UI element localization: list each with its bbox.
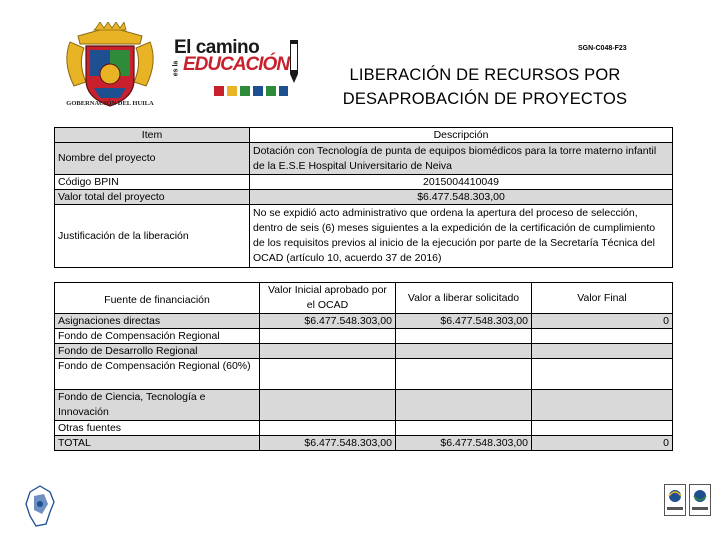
value-project-name [249,142,673,175]
header-funding-source [54,282,260,314]
funding-row-release [395,358,532,390]
initial-text: $6.477.548.303,00 [304,436,392,449]
funding-row-initial [259,420,396,436]
certification-logo-2 [689,484,711,516]
funding-row-initial [259,389,396,421]
header-text: Valor Inicial aprobado por el OCAD [268,284,387,311]
header-release-value [395,282,532,314]
label-text: Nombre del proyecto [58,152,156,164]
source-text: Fondo de Ciencia, Tecnología e Innovación [58,391,206,418]
funding-row-initial [259,313,396,329]
final-text: 0 [663,436,669,449]
funding-row-release [395,389,532,421]
final-text: 0 [663,314,669,327]
campaign-line1: El camino [174,37,260,58]
pencil-icon [288,40,300,84]
funding-row-final [531,420,673,436]
funding-row-release [395,313,532,329]
funding-row-total-final [531,435,673,451]
funding-row-final [531,328,673,344]
source-text: Asignaciones directas [58,314,161,327]
value-text: 2015004410049 [423,175,499,188]
governor-label: GOBERNACIÓN DEL HUILA [66,100,154,107]
header-final-value [531,282,673,314]
funding-row-source [54,420,260,436]
huila-map-icon [20,484,60,529]
funding-row-release [395,420,532,436]
header-item-label: Item [141,128,163,141]
page-title-line1: LIBERACIÓN DE RECURSOS POR [349,66,621,84]
funding-row-source [54,389,260,421]
label-total-value [54,189,250,205]
header-text: Valor Final [577,291,627,304]
certification-logo-1 [664,484,686,516]
funding-row-final [531,358,673,390]
value-justification [249,204,673,268]
funding-row-total-source [54,435,260,451]
funding-row-release [395,328,532,344]
source-text: Otras fuentes [58,421,122,434]
campaign-prefix: es la [172,60,180,77]
campaign-logo [172,37,307,102]
release-text: $6.477.548.303,00 [440,314,528,327]
funding-row-source [54,313,260,329]
label-bpin [54,174,250,190]
funding-row-total-initial [259,435,396,451]
funding-row-final [531,389,673,421]
funding-row-final [531,343,673,359]
value-text: $6.477.548.303,00 [417,190,505,203]
funding-row-source [54,328,260,344]
funding-row-initial [259,328,396,344]
funding-row-initial [259,343,396,359]
value-text: Dotación con Tecnología de punta de equipos biomédicos para la torre materno infantil de la E.S.E Hospital Universitario de Neiva [253,145,657,172]
label-text: Justificación de la liberación [58,229,189,242]
header-text: Fuente de financiación [104,293,210,306]
value-bpin [249,174,673,190]
value-text: No se expidió acto administrativo que ordena la apertura del proceso de selección, dentro de seis (6) meses siguientes a la expedición de la certificación de cumplimiento de los requisitos previos al inicio de la ejecución por parte de la Secretaría Técnica del OCAD (artículo 10, acuerdo 37 de 2016) [253,207,656,264]
source-text: Fondo de Compensación Regional (60%) [58,360,251,372]
label-text: Valor total del proyecto [58,190,165,203]
value-total-value [249,189,673,205]
header-description [249,127,673,143]
header-text: Valor a liberar solicitado [407,291,520,304]
campaign-line2: EDUCACIÓN [183,54,290,75]
funding-row-initial [259,358,396,390]
funding-row-source [54,358,260,390]
funding-row-release [395,343,532,359]
huila-coat-of-arms [60,22,160,112]
source-text: Fondo de Desarrollo Regional [58,344,198,357]
label-justification [54,204,250,268]
funding-row-source [54,343,260,359]
label-project-name [54,142,250,175]
document-code: SGN-C048-F23 [578,45,627,52]
release-text: $6.477.548.303,00 [440,436,528,449]
funding-row-final [531,313,673,329]
funding-row-total-release [395,435,532,451]
source-text: Fondo de Compensación Regional [58,329,220,342]
page-title [300,63,670,111]
page-title-line2: DESAPROBACIÓN DE PROYECTOS [342,90,628,108]
header-item [54,127,250,143]
header-initial-value [259,282,396,314]
header-description-label: Descripción [433,128,489,141]
initial-text: $6.477.548.303,00 [304,314,392,327]
source-text: TOTAL [58,436,91,449]
education-icons [214,84,288,96]
label-text: Código BPIN [58,175,119,188]
